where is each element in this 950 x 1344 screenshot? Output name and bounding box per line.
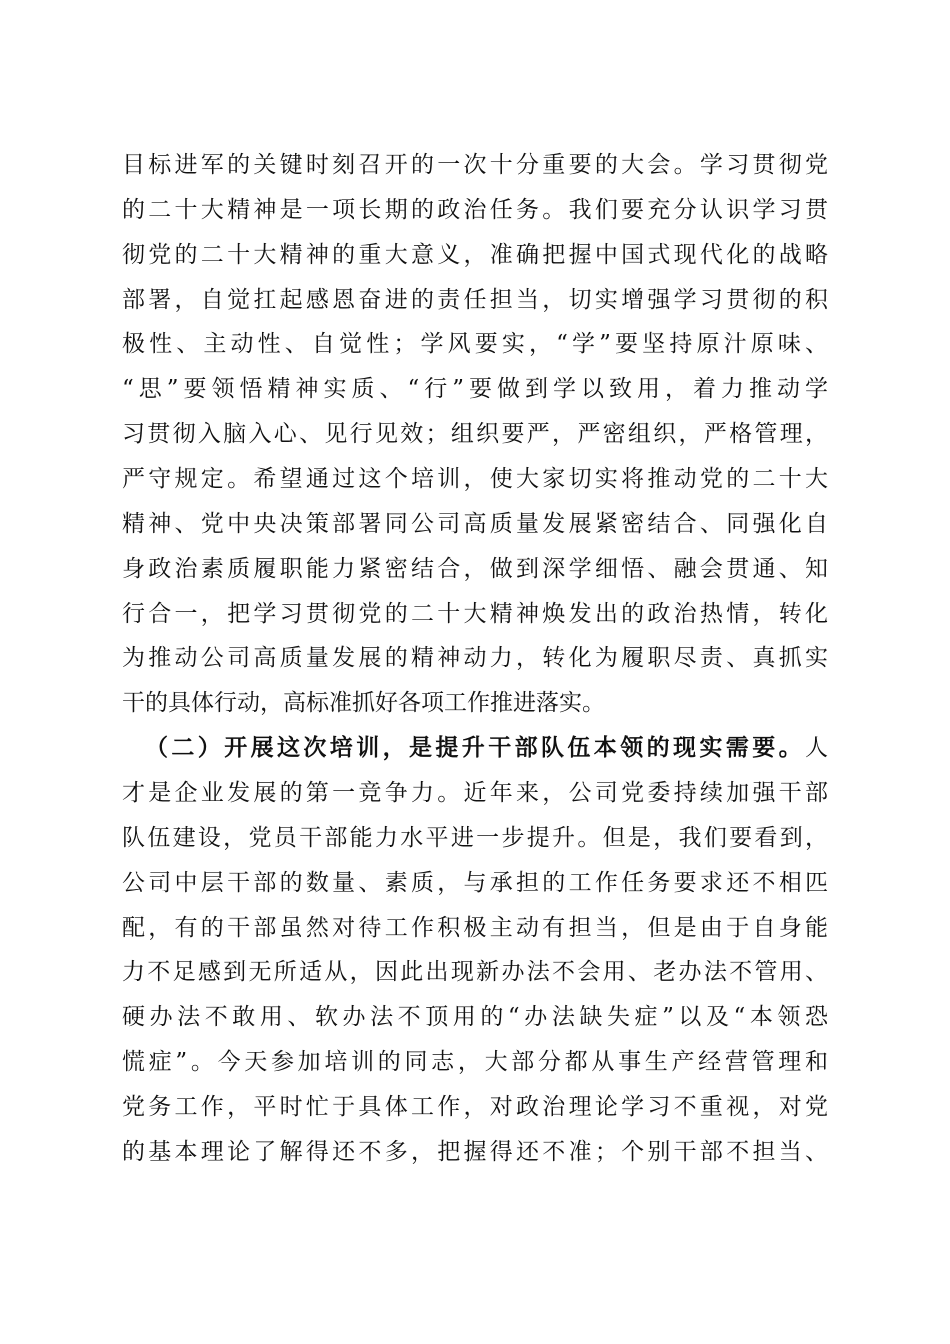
text-line: 公司中层干部的数量、素质，与承担的工作任务要求还不相匹 [122,869,828,896]
text-line: 精神、党中央决策部署同公司高质量发展紧密结合、同强化自 [122,510,828,537]
text-fragment: 人 [805,735,828,762]
text-line: 行合一，把学习贯彻党的二十大精神焕发出的政治热情，转化 [122,600,828,627]
text-line: 为推动公司高质量发展的精神动力，转化为履职尽责、真抓实 [122,645,828,672]
text-line: 党务工作，平时忙于具体工作，对政治理论学习不重视，对党 [122,1094,828,1121]
text-line: 力不足感到无所适从，因此出现新办法不会用、老办法不管用、 [122,959,828,986]
text-line: 的二十大精神是一项长期的政治任务。我们要充分认识学习贯 [122,196,828,223]
text-line: 才是企业发展的第一竞争力。近年来，公司党委持续加强干部 [122,780,828,807]
text-line: 目标进军的关键时刻召开的一次十分重要的大会。学习贯彻党 [122,152,828,178]
text-line: 习贯彻入脑入心、见行见效；组织要严，严密组织，严格管理， [122,421,828,448]
text-line: 队伍建设，党员干部能力水平进一步提升。但是，我们要看到， [122,824,828,851]
paragraph-2 [122,726,828,1175]
text-line: “思”要领悟精神实质、“行”要做到学以致用，着力推动学 [122,376,828,403]
section-heading: （二）开展这次培训，是提升干部队伍本领的现实需要。 [145,734,805,762]
text-line: 配，有的干部虽然对待工作积极主动有担当，但是由于自身能 [122,914,828,941]
text-line: 极性、主动性、自觉性；学风要实，“学”要坚持原汁原味、 [122,331,828,358]
text-line: 干的具体行动，高标准抓好各项工作推进落实。 [122,690,605,717]
text-line: 身政治素质履职能力紧密结合，做到深学细悟、融会贯通、知 [122,555,828,582]
text-line: 的基本理论了解得还不多，把握得还不准；个别干部不担当、 [122,1138,828,1165]
paragraph-1 [122,143,828,726]
text-line [122,726,828,771]
text-line: 彻党的二十大精神的重大意义，准确把握中国式现代化的战略 [122,241,828,268]
text-line: 部署，自觉扛起感恩奋进的责任担当，切实增强学习贯彻的积 [122,286,828,313]
text-line: 硬办法不敢用、软办法不顶用的“办法缺失症”以及“本领恐 [122,1004,828,1031]
text-line: 慌症”。今天参加培训的同志，大部分都从事生产经营管理和 [122,1049,828,1076]
text-line: 严守规定。希望通过这个培训，使大家切实将推动党的二十大 [122,466,828,493]
body-text [122,143,828,1175]
